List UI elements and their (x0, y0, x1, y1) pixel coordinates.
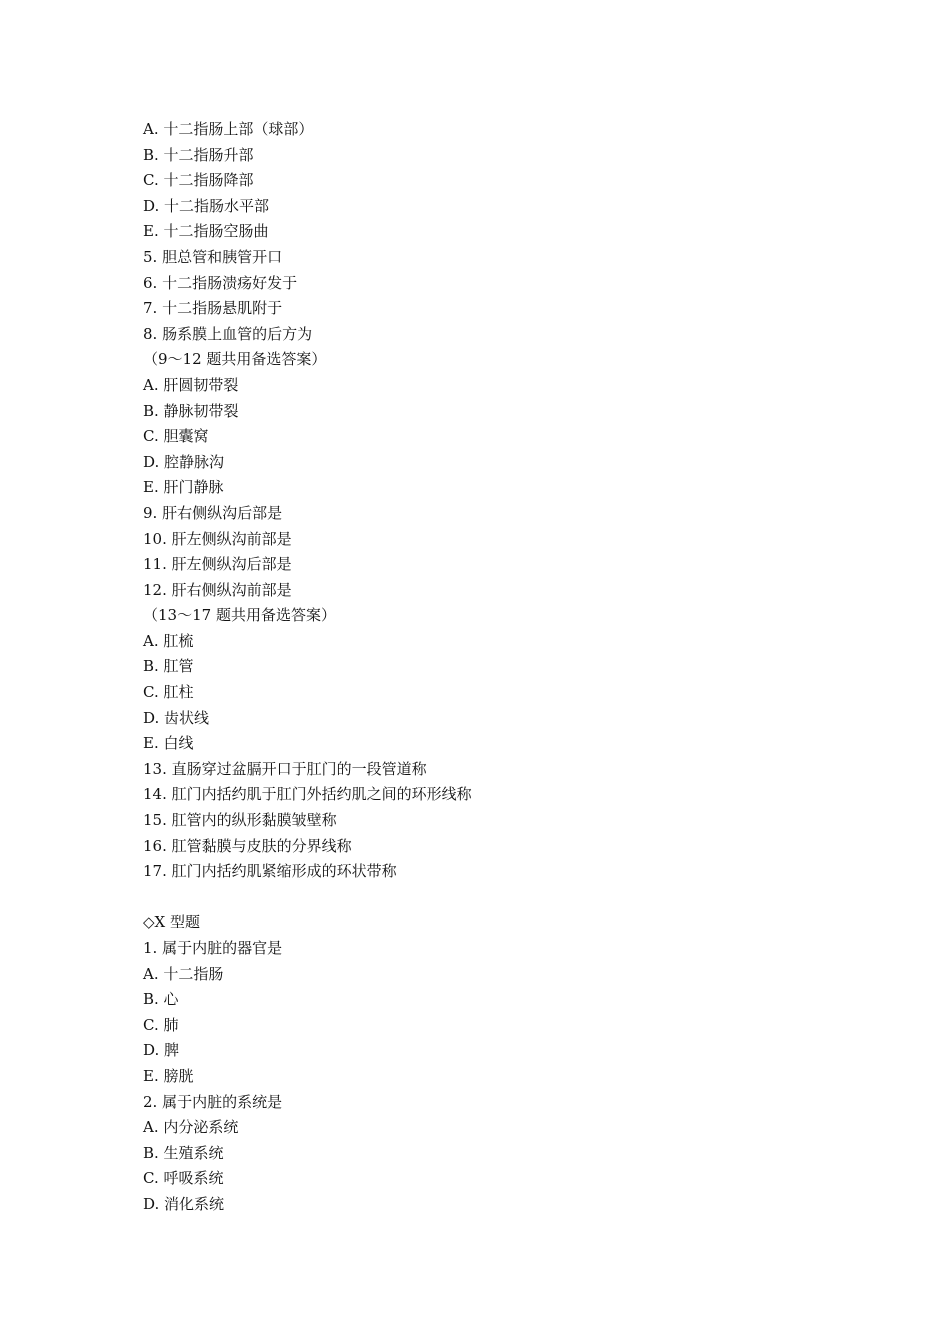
text-line: 14. 肛门内括约肌于肛门外括约肌之间的环形线称 (143, 785, 472, 804)
text-line: 2. 属于内脏的系统是 (143, 1092, 283, 1111)
text-line: C. 十二指肠降部 (143, 171, 254, 190)
text-line: A. 肛梳 (143, 631, 194, 650)
text-line: C. 肛柱 (143, 683, 194, 702)
text-line: 5. 胆总管和胰管开口 (143, 247, 283, 266)
text-line: 8. 肠系膜上血管的后方为 (143, 324, 313, 343)
text-line: 12. 肝右侧纵沟前部是 (143, 580, 292, 599)
text-line: D. 脾 (143, 1041, 180, 1060)
text-line: D. 腔静脉沟 (143, 452, 225, 471)
text-line: 11. 肝左侧纵沟后部是 (143, 555, 292, 574)
text-line: （9～12 题共用备选答案） (143, 350, 327, 369)
text-line: B. 心 (143, 990, 179, 1009)
text-line: A. 十二指肠 (143, 964, 224, 983)
text-line: （13～17 题共用备选答案） (143, 606, 336, 625)
text-line: 10. 肝左侧纵沟前部是 (143, 529, 292, 548)
text-line: 6. 十二指肠溃疡好发于 (143, 273, 298, 292)
text-line: 7. 十二指肠悬肌附于 (143, 299, 283, 318)
text-line: C. 胆囊窝 (143, 427, 209, 446)
text-line: B. 生殖系统 (143, 1143, 224, 1162)
text-line: B. 肛管 (143, 657, 194, 676)
blank-line (143, 885, 903, 911)
text-line: 16. 肛管黏膜与皮肤的分界线称 (143, 836, 352, 855)
section-heading: ◇X 型题 (143, 913, 200, 932)
text-line: 9. 肝右侧纵沟后部是 (143, 503, 283, 522)
text-line: 1. 属于内脏的器官是 (143, 939, 283, 957)
text-line: 17. 肛门内括约肌紧缩形成的环状带称 (143, 862, 397, 881)
text-line: B. 静脉韧带裂 (143, 401, 239, 420)
text-line: E. 肝门静脉 (143, 478, 224, 497)
text-line: D. 齿状线 (143, 708, 210, 727)
text-line: A. 内分泌系统 (143, 1118, 239, 1137)
text-line: A. 肝圆韧带裂 (143, 375, 239, 394)
text-line: D. 消化系统 (143, 1194, 225, 1213)
text-line: E. 十二指肠空肠曲 (143, 222, 269, 241)
text-line: 13. 直肠穿过盆膈开口于肛门的一段管道称 (143, 759, 427, 778)
text-line: A. 十二指肠上部（球部） (143, 120, 314, 138)
text-line: C. 呼吸系统 (143, 1169, 224, 1188)
text-line: E. 白线 (143, 734, 194, 753)
text-line: D. 十二指肠水平部 (143, 196, 270, 215)
text-line: 15. 肛管内的纵形黏膜皱壁称 (143, 811, 337, 830)
text-line: C. 肺 (143, 1015, 179, 1034)
text-line: E. 膀胱 (143, 1066, 194, 1085)
text-line: B. 十二指肠升部 (143, 145, 254, 164)
document-page (143, 117, 903, 1218)
